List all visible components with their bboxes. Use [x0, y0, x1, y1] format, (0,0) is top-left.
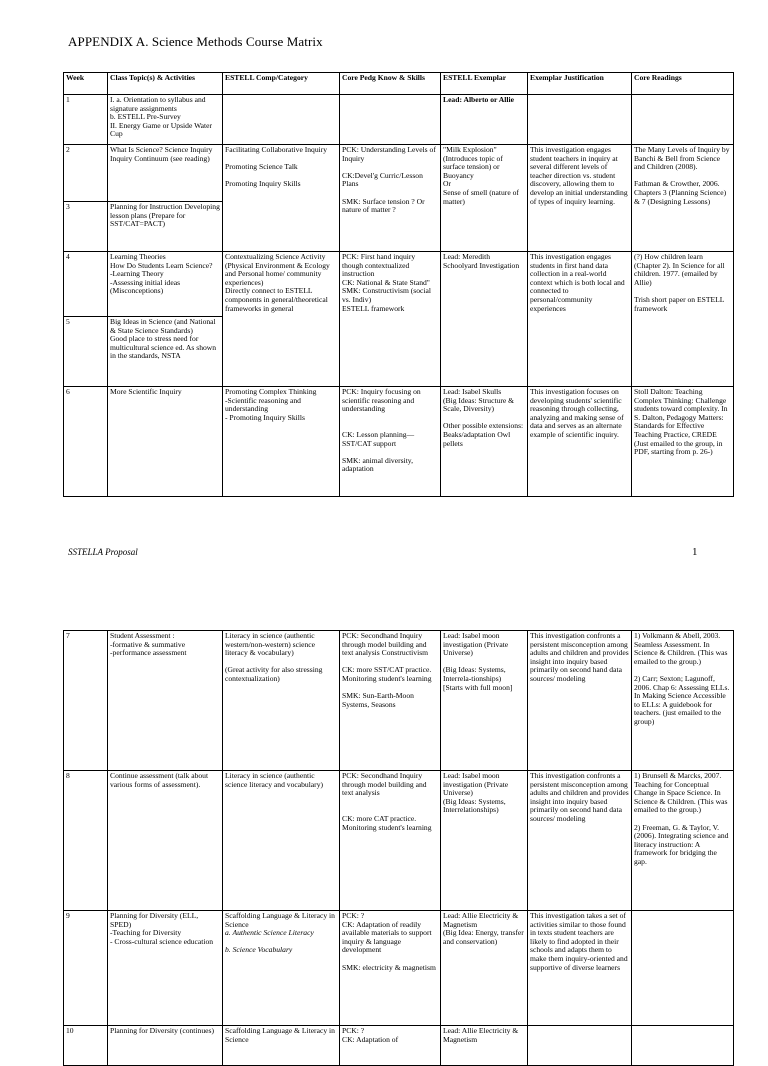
table-row [64, 387, 734, 497]
topic-cell: Big Ideas in Science (and National & State Science Standards) Good place to stress need for multicultural science ed. As shown in the standards, NSTA [110, 317, 217, 361]
pedg-cell: PCK: Inquiry focusing on scientific reasoning and understanding CK: Lesson planning— SST/CAT support SMK: animal diversity, adaptation [342, 387, 421, 474]
exemplar-cell: "Milk Explosion" (Introduces topic of surface tension) or Buoyancy Or Sense of smell (nature of matter) [443, 145, 519, 206]
justification-cell: This investigation confronts a persistent misconception among adults and children and provides insight into inquiry based primarily on second hand data sources/ modeling [530, 631, 629, 683]
comp-cell: Contextualizing Science Activity (Physical Environment & Ecology and Personal home/ community experiences) Directly connect to ESTELL components in general/theoretical frameworks in general [225, 252, 330, 313]
exemplar-cell: Lead: Isabel moon investigation (Private Universe) (Big Ideas: Systems, Interrelationships) [443, 771, 509, 815]
header-pedg: Core Pedg Know & Skills [340, 73, 441, 95]
exemplar-cell: Lead: Allie Electricity & Magnetism [443, 1026, 519, 1044]
pedg-cell: PCK: ? CK: Adaptation of readily available materials to support inquiry & language development SMK: electricity & magnetism [342, 911, 436, 972]
table-row [64, 631, 734, 771]
week-number: 7 [66, 631, 70, 640]
justification-cell: This investigation engages students in first hand data collection in a real-world context which is both local and connected to personal/community experiences [530, 252, 625, 313]
table-row [64, 911, 734, 1026]
exemplar-cell: Lead: Isabel Skulls (Big Ideas: Structure & Scale, Diversity) Other possible extensions: Beaks/adaptation Owl pellets [443, 387, 524, 448]
comp-cell: Literacy in science (authentic western/non-western) science literacy & vocabulary) (Great activity for also stressing contextualization) [225, 631, 323, 683]
header-comp: ESTELL Comp/Category [223, 73, 340, 95]
comp-subitem-b: b. Science Vocabulary [225, 944, 293, 954]
comp-cell: Facilitating Collaborative Inquiry Promoting Science Talk Promoting Inquiry Skills [225, 145, 328, 189]
pedg-cell: PCK: First hand inquiry though contextualized instruction CK: National & State Stand" SMK: Constructivism (social vs. Indiv) ESTELL framework [342, 252, 432, 313]
pedg-cell: PCK: ? CK: Adaptation of [342, 1026, 399, 1044]
exemplar-cell: Lead: Isabel moon investigation (Private Universe) (Big Ideas: Systems, Interrela-tionships) [Starts with full moon] [443, 631, 513, 692]
table-row [64, 771, 734, 911]
justification-cell: This investigation takes a set of activities similar to those found in texts student teachers are likely to find adopted in their schools and adapts them to make them inquiry-oriented and supportive of diverse learners [530, 911, 628, 972]
week-number: 5 [66, 317, 70, 326]
page-number: 1 [692, 546, 698, 558]
pedg-cell: PCK: Secondhand Inquiry through model building and text analysis CK: more CAT practice. Monitoring student's learning [342, 771, 432, 832]
exemplar-cell: Lead: Allie Electricity & Magnetism (Big Idea: Energy, transfer and conservation) [443, 911, 524, 946]
exemplar-cell: Lead: Alberto or Allie [443, 95, 514, 104]
pedg-cell: PCK: Understanding Levels of Inquiry CK:Devel'g Curric/Lesson Plans SMK: Surface tension ? Or nature of matter ? [342, 145, 436, 215]
table-row [64, 95, 734, 145]
week-number: 4 [66, 252, 70, 261]
comp-cell: Promoting Complex Thinking -Scientific reasoning and understanding - Promoting Inquiry Skills [225, 387, 317, 422]
header-exemplar: ESTELL Exemplar [441, 73, 528, 95]
topic-cell: I. a. Orientation to syllabus and signature assignments b. ESTELL Pre-Survey II. Energy Game or Upside Water Cup [110, 95, 213, 139]
comp-cell: Literacy in science (authentic science literacy and vocabulary) [225, 771, 324, 789]
comp-subitem-a: a. Authentic Science Literacy [225, 928, 314, 938]
readings-cell: The Many Levels of Inquiry by Banchi & Bell from Science and Children (2008). Fathman & Crowther, 2006. Chapters 3 (Planning Science) & 7 (Designing Lessons) [634, 145, 730, 206]
readings-cell: (?) How children learn (Chapter 2). In Science for all children. 1977. (emailed by Allie) Trish short paper on ESTELL framework [634, 252, 725, 313]
week-number: 6 [66, 387, 70, 396]
week-number: 2 [66, 145, 70, 154]
header-week: Week [64, 73, 108, 95]
justification-cell: This investigation focuses on developing students' scientific reasoning through collecting, analyzing and making sense of data and serves as an alternate example of scientific inquiry. [530, 387, 624, 439]
course-matrix-table [63, 72, 734, 497]
page-title: APPENDIX A. Science Methods Course Matrix [68, 34, 323, 49]
pedg-cell: PCK: Secondhand Inquiry through model building and text analysis Constructivism CK: more SST/CAT practice. Monitoring student's learning SMK: Sun-Earth-Moon Systems, Seasons [342, 631, 432, 709]
justification-cell: This investigation engages student teachers in inquiry at several different levels of teacher direction vs. student discovery, allowing them to develop an initial understanding of types of inquiry learning. [530, 145, 628, 206]
topic-cell: Student Assessment : -formative & summative -performance assessment [110, 631, 187, 658]
topic-cell: Learning Theories How Do Students Learn Science? -Learning Theory -Assessing initial ideas (Misconceptions) [110, 252, 213, 296]
exemplar-cell: Lead: Meredith Schoolyard Investigation [443, 252, 520, 270]
topic-cell: More Scientific Inquiry [110, 387, 182, 396]
table-header-row [64, 73, 734, 95]
comp-cell: Scaffolding Language & Literacy in Science [225, 1026, 335, 1044]
topic-cell: Planning for Instruction Developing lesson plans (Prepare for SST/CAT=PACT) [110, 202, 220, 229]
table-row [64, 252, 734, 317]
header-topic: Class Topic(s) & Activities [108, 73, 223, 95]
table-row [64, 145, 734, 202]
header-readings: Core Readings [632, 73, 734, 95]
readings-cell: 1) Volkmann & Abell, 2003. Seamless Assessment. In Science & Children. (This was emailed to the group.) 2) Carr; Sexton; Lagunoff, 2006. Chap 6: Assessing ELLs. In Making Science Accessible to ELLs: A guidebook for teachers. (just emailed to the group) [634, 631, 730, 726]
week-number: 10 [66, 1026, 74, 1035]
week-number: 1 [66, 95, 70, 104]
footer-label: SSTELLA Proposal [68, 547, 138, 557]
topic-cell: Planning for Diversity (ELL, SPED) -Teaching for Diversity - Cross-cultural science education [110, 911, 214, 946]
topic-cell: What Is Science? Science Inquiry Inquiry Continuum (see reading) [110, 145, 213, 163]
readings-cell: 1) Brunsell & Marcks, 2007. Teaching for Conceptual Change in Space Science. In Science & Children. (This was emailed to the group.) 2) Freeman, G. & Taylor, V. (2006). Integrating science and literacy instruction: A framework for bridging the gap. [634, 771, 729, 866]
table-row [64, 1026, 734, 1066]
week-number: 9 [66, 911, 70, 920]
week-number: 3 [66, 202, 70, 211]
topic-cell: Planning for Diversity (continues) [110, 1026, 214, 1035]
comp-cell: Scaffolding Language & Literacy in Science [225, 911, 335, 929]
readings-cell: Stoll Dalton: Teaching Complex Thinking: Challenge students toward complexity. In S. Dalton, Pedagogy Matters: Standards for Effective Teaching Practice, CREDE (Just emailed to the group, in PDF, starting from p. 26-) [634, 387, 728, 457]
week-number: 8 [66, 771, 70, 780]
header-justification: Exemplar Justification [528, 73, 632, 95]
topic-cell: Continue assessment (talk about various forms of assessment). [110, 771, 209, 789]
justification-cell: This investigation confronts a persistent misconception among adults and children and provides insight into inquiry based primarily on second hand data sources/ modeling [530, 771, 629, 823]
course-matrix-table-continued [63, 630, 734, 1066]
